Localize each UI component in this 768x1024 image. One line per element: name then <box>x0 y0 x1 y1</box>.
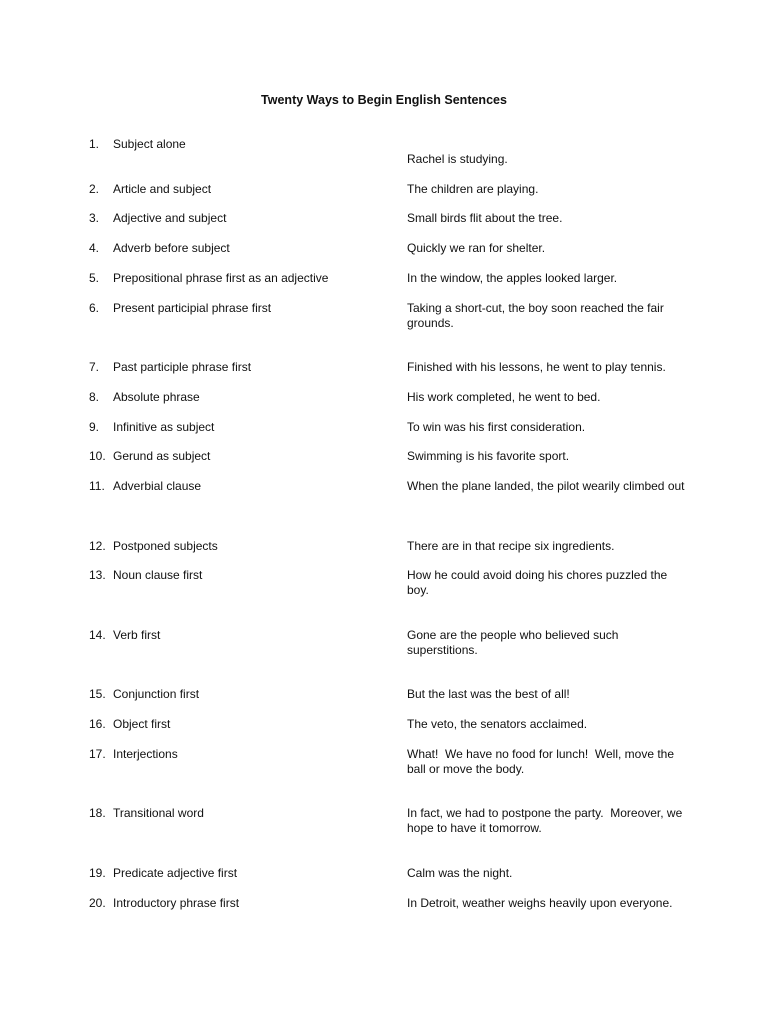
item-label: Present participial phrase first <box>113 301 272 315</box>
item-number: 7. <box>89 360 100 374</box>
item-number: 2. <box>89 182 100 196</box>
item-number: 14. <box>89 628 106 642</box>
item-label: Adverbial clause <box>113 479 202 493</box>
item-number: 8. <box>89 390 100 404</box>
item-number: 1. <box>89 137 100 151</box>
item-example: Calm was the night. <box>407 866 513 880</box>
item-label: Adverb before subject <box>113 241 230 255</box>
item-example: But the last was the best of all! <box>407 687 570 701</box>
item-label: Predicate adjective first <box>113 866 238 880</box>
item-example: The veto, the senators acclaimed. <box>407 717 588 731</box>
item-number: 6. <box>89 301 100 315</box>
item-number: 12. <box>89 539 106 553</box>
item-example: The children are playing. <box>407 182 539 196</box>
item-example: Finished with his lessons, he went to play tennis. <box>407 360 666 374</box>
item-number: 20. <box>89 896 106 910</box>
item-example: How he could avoid doing his chores puzzled the boy. <box>407 568 668 597</box>
item-example: To win was his first consideration. <box>407 420 586 434</box>
item-number: 17. <box>89 747 106 761</box>
item-label: Gerund as subject <box>113 449 211 463</box>
item-example: Swimming is his favorite sport. <box>407 449 570 463</box>
item-label: Postponed subjects <box>113 539 218 553</box>
item-example: When the plane landed, the pilot wearily climbed out <box>407 479 685 493</box>
item-label: Introductory phrase first <box>113 896 240 910</box>
item-number: 13. <box>89 568 106 582</box>
item-label: Prepositional phrase first as an adjective <box>113 271 329 285</box>
item-label: Adjective and subject <box>113 211 227 225</box>
item-number: 15. <box>89 687 106 701</box>
item-label: Object first <box>113 717 171 731</box>
item-label: Interjections <box>113 747 178 761</box>
item-example: There are in that recipe six ingredients. <box>407 539 615 553</box>
item-example: Taking a short-cut, the boy soon reached the fair grounds. <box>407 301 664 330</box>
item-example: Quickly we ran for shelter. <box>407 241 546 255</box>
item-number: 4. <box>89 241 100 255</box>
item-example: Rachel is studying. <box>407 152 508 166</box>
item-number: 3. <box>89 211 100 225</box>
item-example: His work completed, he went to bed. <box>407 390 601 404</box>
item-example: In Detroit, weather weighs heavily upon everyone. <box>407 896 673 910</box>
item-example: In fact, we had to postpone the party. Moreover, we hope to have it tomorrow. <box>407 806 686 835</box>
item-example: In the window, the apples looked larger. <box>407 271 618 285</box>
item-number: 11. <box>89 479 105 493</box>
item-example: Gone are the people who believed such superstitions. <box>407 628 619 657</box>
item-label: Infinitive as subject <box>113 420 215 434</box>
item-number: 19. <box>89 866 106 880</box>
item-number: 10. <box>89 449 106 463</box>
item-number: 9. <box>89 420 100 434</box>
item-example: What! We have no food for lunch! Well, move the ball or move the body. <box>407 747 678 776</box>
item-label: Past participle phrase first <box>113 360 252 374</box>
item-label: Conjunction first <box>113 687 200 701</box>
item-number: 16. <box>89 717 106 731</box>
document-title: Twenty Ways to Begin English Sentences <box>261 93 507 107</box>
item-label: Verb first <box>113 628 161 642</box>
item-label: Noun clause first <box>113 568 203 582</box>
item-number: 18. <box>89 806 106 820</box>
item-number: 5. <box>89 271 100 285</box>
item-label: Article and subject <box>113 182 212 196</box>
item-label: Absolute phrase <box>113 390 200 404</box>
item-example: Small birds flit about the tree. <box>407 211 563 225</box>
item-label: Transitional word <box>113 806 204 820</box>
item-label: Subject alone <box>113 137 186 151</box>
